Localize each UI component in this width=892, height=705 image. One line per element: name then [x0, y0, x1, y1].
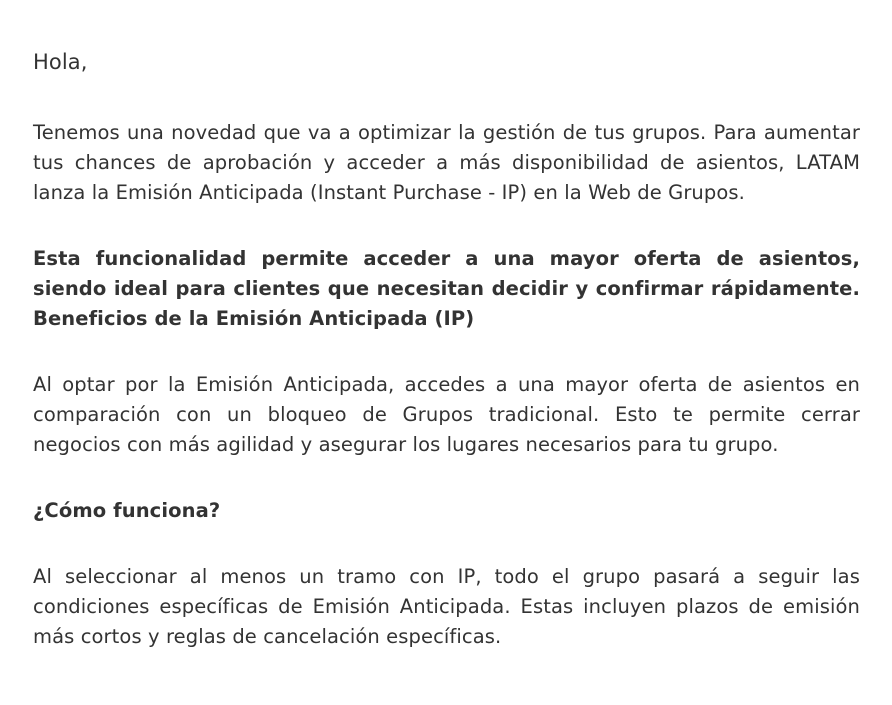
greeting: Hola,: [33, 50, 88, 74]
email-body: [33, 44, 860, 652]
how-it-works-heading: ¿Cómo funciona?: [33, 499, 221, 522]
intro-paragraph: Tenemos una novedad que va a optimizar la gestión de tus grupos. Para aumentar tus chances de aprobación y acceder a más disponibilidad de asientos, LATAM lanza la Emisión Anticipada (Instant Purchase - IP) en la Web de Grupos.: [33, 121, 860, 204]
how-it-works-paragraph: Al seleccionar al menos un tramo con IP, todo el grupo pasará a seguir las condiciones específicas de Emisión Anticipada. Estas incluyen plazos de emisión más cortos y reglas de cancelación específicas.: [33, 565, 860, 648]
benefits-paragraph: Al optar por la Emisión Anticipada, accedes a una mayor oferta de asientos en comparación con un bloqueo de Grupos tradicional. Esto te permite cerrar negocios con más agilidad y asegurar los lugares necesarios para tu grupo.: [33, 373, 860, 456]
highlight-paragraph: Esta funcionalidad permite acceder a una mayor oferta de asientos, siendo ideal para clientes que necesitan decidir y confirmar rápidamente. Beneficios de la Emisión Anticipada (IP): [33, 247, 860, 330]
